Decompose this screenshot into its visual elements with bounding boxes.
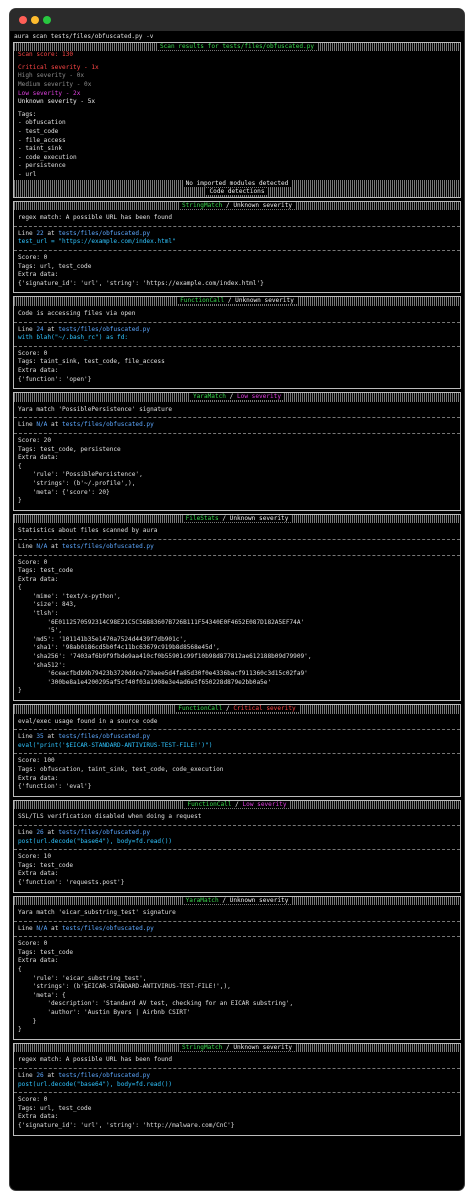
- detection-frame: [13, 800, 461, 893]
- detection-name: YaraMatch: [192, 393, 226, 401]
- extra-data-line: {: [18, 584, 22, 592]
- detection-tags: Tags: url, test_code: [18, 262, 92, 270]
- extra-label: Extra data:: [18, 367, 59, 374]
- detection-header: [14, 897, 460, 906]
- detection-frame: [13, 896, 461, 1040]
- divider: [14, 250, 460, 251]
- divider: [14, 825, 460, 826]
- detection-separator: /: [224, 297, 236, 305]
- extra-data-line: {'signature_id': 'url', 'string': 'https://example.com/index.html'}: [18, 279, 264, 287]
- detection-title: [183, 515, 292, 522]
- detection-name: YaraMatch: [185, 896, 219, 904]
- detection-frame: [13, 1043, 461, 1136]
- extra-data-line: '6E0112570592314C98E21C5C56B83607B726B111F54340E0F4652E087D182A5EF74A': [18, 618, 305, 626]
- detection-name: StringMatch: [181, 1043, 223, 1051]
- detection-separator: /: [225, 393, 237, 401]
- detection-message: regex match: A possible URL has been found: [18, 214, 173, 222]
- code-detections-header: Code detections: [14, 188, 460, 197]
- detection-header: [14, 1044, 460, 1053]
- title-bar: [10, 9, 464, 31]
- divider: [14, 753, 460, 754]
- critical-count: Critical severity - 1x: [18, 63, 99, 71]
- detection-location: [14, 733, 460, 742]
- extra-data-line: }: [18, 1017, 37, 1025]
- line-number: 35: [36, 733, 44, 741]
- high-count: High severity - 0x: [18, 72, 85, 80]
- detection-severity: Unknown severity: [229, 514, 289, 522]
- detection-tags: Tags: test_code: [18, 861, 74, 869]
- detection-score: Score: 10: [18, 853, 52, 861]
- file-path: tests/files/obfuscated.py: [58, 1072, 151, 1079]
- detection-name: FunctionCall: [187, 800, 232, 808]
- detection-frame: [13, 201, 461, 294]
- detection-separator: /: [222, 1043, 234, 1051]
- detection-header: [14, 801, 460, 810]
- low-count: Low severity - 2x: [18, 89, 81, 97]
- extra-data-line: {'function': 'open'}: [18, 375, 92, 383]
- zoom-button[interactable]: [43, 16, 51, 24]
- extra-data-line: 'meta': {'score': 20}: [18, 488, 110, 496]
- tag-item: - persistence: [18, 162, 66, 170]
- tag-item: - url: [18, 170, 37, 178]
- tag-item: - file_access: [18, 136, 66, 144]
- detection-location: [14, 543, 460, 552]
- line-prefix: Line: [18, 1072, 37, 1079]
- line-number: 26: [36, 828, 44, 836]
- line-at: at: [43, 1072, 59, 1079]
- divider: [14, 555, 460, 556]
- terminal-window: [10, 9, 464, 1190]
- unknown-count: Unknown severity - 5x: [18, 98, 96, 106]
- detection-tags: Tags: url, test_code: [18, 1104, 92, 1112]
- extra-data-line: {'function': 'eval'}: [18, 783, 92, 791]
- divider: [14, 346, 460, 347]
- detection-frame: [13, 514, 461, 701]
- line-number: 26: [36, 1072, 44, 1079]
- summary-header: Scan results for tests/files/obfuscated.py: [14, 43, 460, 52]
- spacer: [14, 1131, 460, 1135]
- detection-message: SSL/TLS verification disabled when doing a request: [18, 813, 202, 821]
- detection-tags: Tags: test_code, persistence: [18, 445, 121, 453]
- line-prefix: Line: [18, 733, 37, 741]
- divider: [14, 936, 460, 937]
- detection-separator: /: [218, 514, 230, 522]
- extra-label: Extra data:: [18, 454, 59, 462]
- extra-data-line: {'signature_id': 'url', 'string': 'http://malware.com/CnC'}: [18, 1121, 235, 1129]
- detection-score: Score: 100: [18, 757, 55, 765]
- spacer: [14, 288, 460, 292]
- extra-data-line: '6ceacfbdb9b79423b3720ddce729aee5d4fa85d30f0e4336bacf911360c3d15c02fa9': [18, 670, 308, 678]
- detection-name: StringMatch: [181, 201, 223, 209]
- line-number: N/A: [36, 542, 48, 550]
- detection-score: Score: 20: [18, 436, 52, 444]
- extra-data-line: }: [18, 687, 22, 695]
- detection-severity: Unknown severity: [229, 896, 289, 904]
- source-line: test_url = "https://example.com/index.html": [18, 238, 176, 246]
- detection-header: [14, 705, 460, 714]
- file-path: tests/files/obfuscated.py: [58, 325, 151, 333]
- divider: [14, 849, 460, 850]
- detection-score: Score: 0: [18, 349, 48, 357]
- line-number: N/A: [36, 924, 48, 932]
- extra-data-line: 'sha256': '7403af6b9f9fbde9aa410cf0b55901c99f10b98d877812ae612188b09d79909',: [18, 653, 312, 661]
- detection-message: regex match: A possible URL has been found: [18, 1056, 173, 1064]
- line-prefix: Line: [18, 828, 37, 836]
- divider: [14, 226, 460, 227]
- file-path: tests/files/obfuscated.py: [62, 542, 154, 550]
- file-path: tests/files/obfuscated.py: [62, 924, 154, 932]
- extra-data-line: {'function': 'requests.post'}: [18, 878, 125, 886]
- detection-message: Code is accessing files via open: [18, 310, 136, 318]
- extra-data-line: {: [18, 462, 22, 470]
- extra-label: Extra data:: [18, 957, 59, 965]
- extra-data-line: 'sha512':: [18, 661, 66, 669]
- detection-message: Yara match 'PossiblePersistence' signature: [18, 405, 173, 413]
- detection-tags: Tags: obfuscation, taint_sink, test_code, code_execution: [18, 765, 224, 773]
- line-at: at: [47, 924, 63, 932]
- extra-data-line: 'md5': '101141b35e1470a7524d4439f7db901c',: [18, 635, 187, 643]
- detection-score: Score: 0: [18, 254, 48, 262]
- medium-count: Medium severity - 0x: [18, 80, 92, 88]
- file-path: tests/files/obfuscated.py: [58, 733, 151, 741]
- detection-tags: Tags: taint_sink, test_code, file_access: [18, 358, 165, 366]
- line-prefix: Line: [18, 421, 37, 429]
- detection-frame: [13, 392, 461, 511]
- spacer: [14, 696, 460, 700]
- divider: [14, 1092, 460, 1093]
- extra-label: Extra data:: [18, 774, 59, 782]
- extra-data-line: 'strings': (b'~/.profile',),: [18, 479, 136, 487]
- spacer: [14, 1035, 460, 1039]
- line-at: at: [47, 542, 63, 550]
- line-number: N/A: [36, 421, 48, 429]
- extra-data-line: 'meta': {: [18, 991, 66, 999]
- divider: [14, 539, 460, 540]
- extra-label: Extra data:: [18, 575, 59, 583]
- detection-location: [14, 925, 460, 934]
- extra-data-line: 'rule': 'PossiblePersistence',: [18, 471, 143, 479]
- tag-item: - taint_sink: [18, 145, 63, 153]
- extra-data-line: 'description': 'Standard AV test, checking for an EICAR substring',: [18, 1000, 294, 1008]
- extra-data-line: 'author': 'Austin Byers | Airbnb CSIRT': [18, 1009, 191, 1017]
- divider: [14, 322, 460, 323]
- terminal-output: [10, 31, 464, 1136]
- detection-location: [14, 326, 460, 335]
- extra-data-line: 'sha1': '98ab0186cd5b0f4c11bc63679c919b8d8568e45d',: [18, 644, 220, 652]
- tag-item: - code_execution: [18, 153, 77, 161]
- spacer: [14, 888, 460, 892]
- extra-data-line: '5',: [18, 627, 63, 635]
- line-at: at: [47, 421, 63, 429]
- summary-frame: [13, 42, 461, 198]
- file-path: tests/files/obfuscated.py: [58, 828, 151, 836]
- detection-message: eval/exec usage found in a source code: [18, 717, 158, 725]
- spacer: [14, 792, 460, 796]
- line-number: 24: [36, 325, 44, 333]
- tags-list: [14, 119, 460, 179]
- line-at: at: [43, 828, 59, 836]
- detection-name: FileStats: [185, 514, 219, 522]
- detection-title: [183, 897, 292, 904]
- detection-name: FunctionCall: [178, 705, 223, 712]
- detection-title: [179, 1044, 295, 1051]
- detection-title: [177, 297, 297, 304]
- detection-location: [14, 230, 460, 239]
- detection-severity: Unknown severity: [233, 201, 293, 209]
- line-prefix: Line: [18, 229, 37, 237]
- detection-location: [14, 1072, 460, 1081]
- detection-separator: /: [231, 800, 243, 808]
- extra-data-line: 'size': 843,: [18, 601, 77, 609]
- line-at: at: [43, 229, 59, 237]
- detection-location: [14, 421, 460, 430]
- spacer: [14, 506, 460, 510]
- detection-severity: Low severity: [242, 800, 287, 808]
- spacer: [14, 384, 460, 388]
- detection-title: [179, 202, 295, 209]
- line-prefix: Line: [18, 924, 37, 932]
- extra-data-line: }: [18, 1026, 22, 1034]
- extra-label: Extra data:: [18, 870, 59, 878]
- detection-title: [190, 393, 284, 400]
- detection-header: [14, 202, 460, 211]
- imports-line: No imported modules detected: [14, 180, 460, 189]
- extra-label: Extra data:: [18, 1113, 59, 1121]
- detection-score: Score: 0: [18, 1096, 48, 1104]
- extra-data-line: }: [18, 497, 22, 505]
- tags-label: Tags:: [18, 110, 37, 118]
- detection-message: Statistics about files scanned by aura: [18, 527, 158, 535]
- source-line: post(url.decode("base64"), body=fd.read()): [18, 1080, 173, 1088]
- close-button[interactable]: [19, 16, 27, 24]
- detection-name: FunctionCall: [180, 297, 225, 305]
- detection-severity: Unknown severity: [233, 1043, 293, 1051]
- divider: [14, 1068, 460, 1069]
- detection-header: [14, 297, 460, 306]
- detection-header: [14, 515, 460, 524]
- extra-data-line: 'mime': 'text/x-python',: [18, 592, 121, 600]
- file-path: tests/files/obfuscated.py: [62, 421, 154, 429]
- command-line: aura scan tests/files/obfuscated.py -v: [14, 33, 154, 40]
- detection-tags: Tags: test_code: [18, 567, 74, 575]
- detection-location: [14, 829, 460, 838]
- line-at: at: [43, 325, 59, 333]
- divider: [14, 433, 460, 434]
- source-line: post(url.decode("base64"), body=fd.read()): [18, 837, 173, 845]
- source-line: eval("print('$EICAR-STANDARD-ANTIVIRUS-TEST-FILE!')"): [18, 741, 213, 749]
- source-line: with blah("~/.bash_rc") as fd:: [18, 334, 129, 342]
- extra-data-line: {: [18, 966, 22, 974]
- extra-data-line: 'tlsh':: [18, 610, 59, 618]
- line-number: 22: [36, 229, 44, 237]
- extra-data-line: 'strings': (b'$EICAR-STANDARD-ANTIVIRUS-TEST-FILE!',),: [18, 983, 231, 991]
- tag-item: - obfuscation: [18, 119, 66, 127]
- divider: [14, 921, 460, 922]
- minimize-button[interactable]: [31, 16, 39, 24]
- extra-data-line: '300be8a1e4200295af5cf40f03a1908e3e4ad6e5f650228d879e2bb0a5e': [18, 678, 272, 686]
- detection-title: [184, 801, 289, 808]
- detection-frame: [13, 296, 461, 389]
- detection-score: Score: 0: [18, 558, 48, 566]
- scan-score: Scan score: 130: [18, 51, 74, 59]
- tag-item: - test_code: [18, 127, 59, 135]
- detection-separator: /: [222, 705, 234, 712]
- divider: [14, 417, 460, 418]
- detection-severity: Low severity: [237, 393, 282, 401]
- detection-frame: [13, 704, 461, 797]
- file-path: tests/files/obfuscated.py: [58, 229, 151, 237]
- detection-message: Yara match 'eicar_substring_test' signature: [18, 909, 176, 917]
- detection-title: [175, 705, 298, 712]
- detection-header: [14, 393, 460, 402]
- detections-list: [10, 198, 464, 1136]
- divider: [14, 729, 460, 730]
- extra-label: Extra data:: [18, 271, 59, 279]
- line-at: at: [43, 733, 59, 741]
- detection-score: Score: 0: [18, 940, 48, 948]
- detection-separator: /: [222, 201, 234, 209]
- line-prefix: Line: [18, 542, 37, 550]
- detection-tags: Tags: test_code: [18, 948, 74, 956]
- extra-data-line: 'rule': 'eicar_substring_test',: [18, 974, 147, 982]
- detection-severity: Critical severity: [233, 705, 296, 712]
- detection-separator: /: [218, 896, 230, 904]
- line-prefix: Line: [18, 325, 37, 333]
- detection-severity: Unknown severity: [235, 297, 294, 305]
